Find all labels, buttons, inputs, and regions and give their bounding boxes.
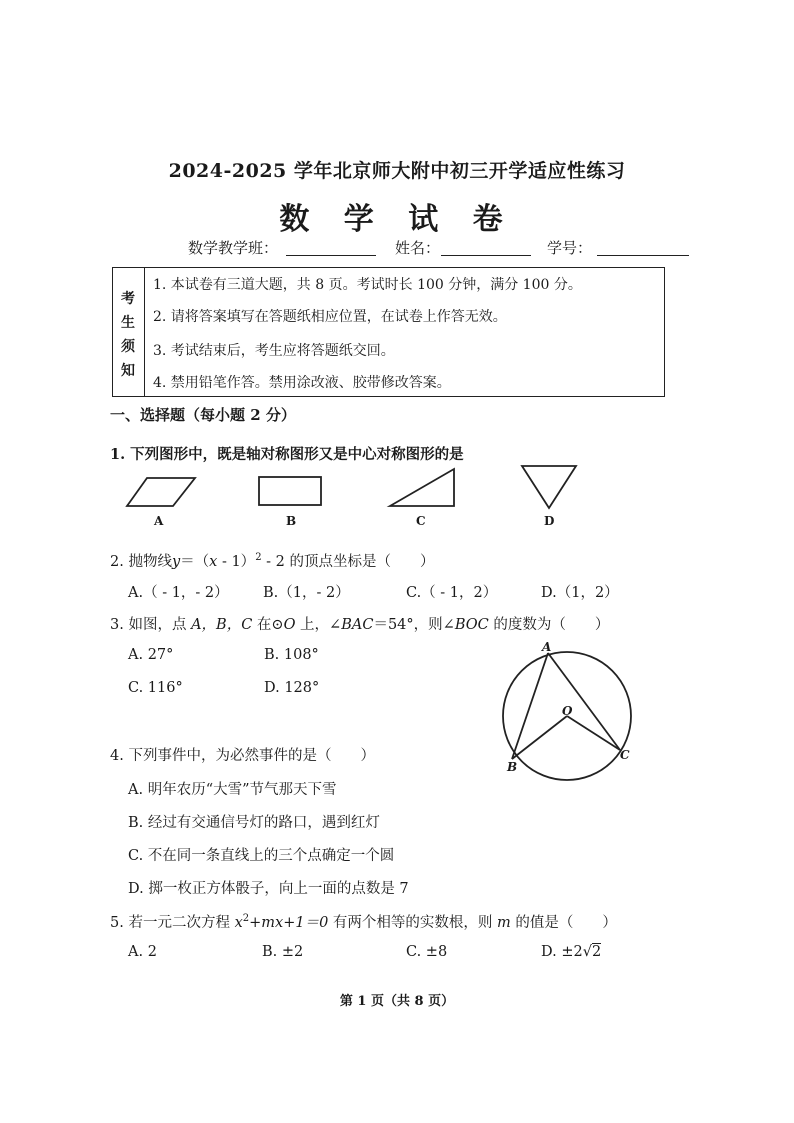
q5-option-d-prefix: D. ±2 (541, 944, 583, 960)
q3-text: 在⊙ (252, 617, 284, 633)
figure-label-a: A (542, 640, 552, 654)
q3-text: ＝54°，则∠ (373, 617, 455, 633)
option-label-d: D (544, 514, 555, 528)
exam-notice-box (112, 267, 665, 397)
q5-text: 有两个相等的实数根，则 (328, 915, 493, 931)
question-5-stem (110, 911, 617, 932)
q2-text: 2. 抛物线 (110, 554, 172, 570)
question-4-stem: 4. 下列事件中，为必然事件的是（ ） (110, 748, 375, 764)
notice-heading (113, 268, 145, 396)
q3-points: A，B，C (191, 617, 253, 633)
class-blank[interactable] (286, 255, 376, 256)
exam-title: 2024-2025 学年北京师大附中初三开学适应性练习 (168, 160, 626, 182)
q3-option-a[interactable]: A. 27° (128, 647, 174, 663)
notice-heading-char: 考 (121, 291, 135, 307)
q2-text: - 1） (217, 554, 256, 570)
option-label-a: A (154, 514, 164, 528)
figure-label-c: C (620, 748, 630, 762)
notice-heading-char: 生 (121, 315, 135, 331)
notice-item: 2. 请将答案填写在答题纸相应位置，在试卷上作答无效。 (153, 309, 507, 325)
q5-option-c[interactable]: C. ±8 (406, 944, 448, 960)
name-label: 姓名： (395, 239, 441, 257)
sqrt-radicand: 2 (591, 944, 602, 960)
q2-option-c[interactable]: C.（ - 1，2） (406, 585, 498, 601)
q2-option-a[interactable]: A.（ - 1，- 2） (128, 585, 229, 601)
q2-option-b[interactable]: B.（1，- 2） (263, 585, 350, 601)
q2-text: - 2 的顶点坐标是（ ） (261, 554, 435, 570)
parallelogram-figure (125, 473, 200, 511)
q5-eq-exponent: 2 (242, 913, 250, 925)
notice-heading-char: 须 (121, 339, 135, 355)
q3-text: 上，∠ (295, 617, 342, 633)
class-label: 数学教学班： (188, 239, 279, 257)
q2-var-y: y (171, 554, 181, 570)
section-title: 一、选择题（每小题 2 分） (110, 406, 296, 424)
notice-item: 4. 禁用铅笔作答。禁用涂改液、胶带修改答案。 (153, 375, 451, 391)
question-3-stem (110, 613, 609, 634)
student-id-blank[interactable] (597, 255, 689, 256)
q5-option-d[interactable] (541, 944, 601, 960)
notice-item: 3. 考试结束后，考生应将答题纸交回。 (153, 343, 395, 359)
q2-text: ＝（ (180, 554, 210, 570)
option-label-c: C (416, 514, 426, 528)
q3-option-d[interactable]: D. 128° (264, 680, 320, 696)
option-label-b: B (286, 514, 297, 528)
q2-var-x: x (209, 554, 218, 570)
question-1-stem: 1. 下列图形中，既是轴对称图形又是中心对称图形的是 (110, 446, 464, 463)
q4-option-b[interactable]: B. 经过有交通信号灯的路口，遇到红灯 (128, 815, 380, 831)
q5-var-m: m (497, 915, 511, 931)
q3-angle-bac: BAC (341, 617, 374, 633)
q3-text: 的度数为（ ） (488, 617, 610, 633)
subject-title: 数 学 试 卷 (279, 202, 515, 237)
figure-label-b: B (507, 760, 518, 774)
q5-option-b[interactable]: B. ±2 (262, 944, 304, 960)
q4-option-d[interactable]: D. 掷一枚正方体骰子，向上一面的点数是 7 (128, 881, 409, 897)
q5-text: 5. 若一元二次方程 (110, 915, 230, 931)
name-blank[interactable] (441, 255, 531, 256)
q3-circle-o: O (283, 617, 296, 633)
q2-exponent: 2 (255, 552, 262, 564)
q4-option-c[interactable]: C. 不在同一条直线上的三个点确定一个圆 (128, 848, 395, 864)
inverted-triangle-figure (518, 462, 582, 512)
page-footer: 第 1 页（共 8 页） (339, 994, 455, 1009)
right-triangle-figure (388, 466, 460, 512)
q2-option-d[interactable]: D.（1，2） (541, 585, 619, 601)
notice-item: 1. 本试卷有三道大题，共 8 页。考试时长 100 分钟，满分 100 分。 (153, 277, 582, 293)
student-id-label: 学号： (547, 239, 593, 257)
notice-heading-char: 知 (121, 363, 135, 379)
question-2-stem (110, 550, 435, 571)
q3-option-b[interactable]: B. 108° (264, 647, 319, 663)
rectangle-figure (255, 473, 325, 511)
q3-option-c[interactable]: C. 116° (128, 680, 183, 696)
q5-option-a[interactable]: A. 2 (128, 944, 157, 960)
q4-option-a[interactable]: A. 明年农历“大雪”节气那天下雪 (128, 782, 337, 798)
figure-label-o: O (562, 704, 573, 718)
q5-text: 的值是（ ） (510, 915, 617, 931)
sqrt-symbol: √ (582, 944, 592, 960)
q3-text: 3. 如图，点 (110, 617, 187, 633)
q5-eq-rest: +mx+1＝0 (249, 915, 329, 931)
q5-eq-x: x (234, 915, 243, 931)
q3-angle-boc: BOC (454, 617, 489, 633)
